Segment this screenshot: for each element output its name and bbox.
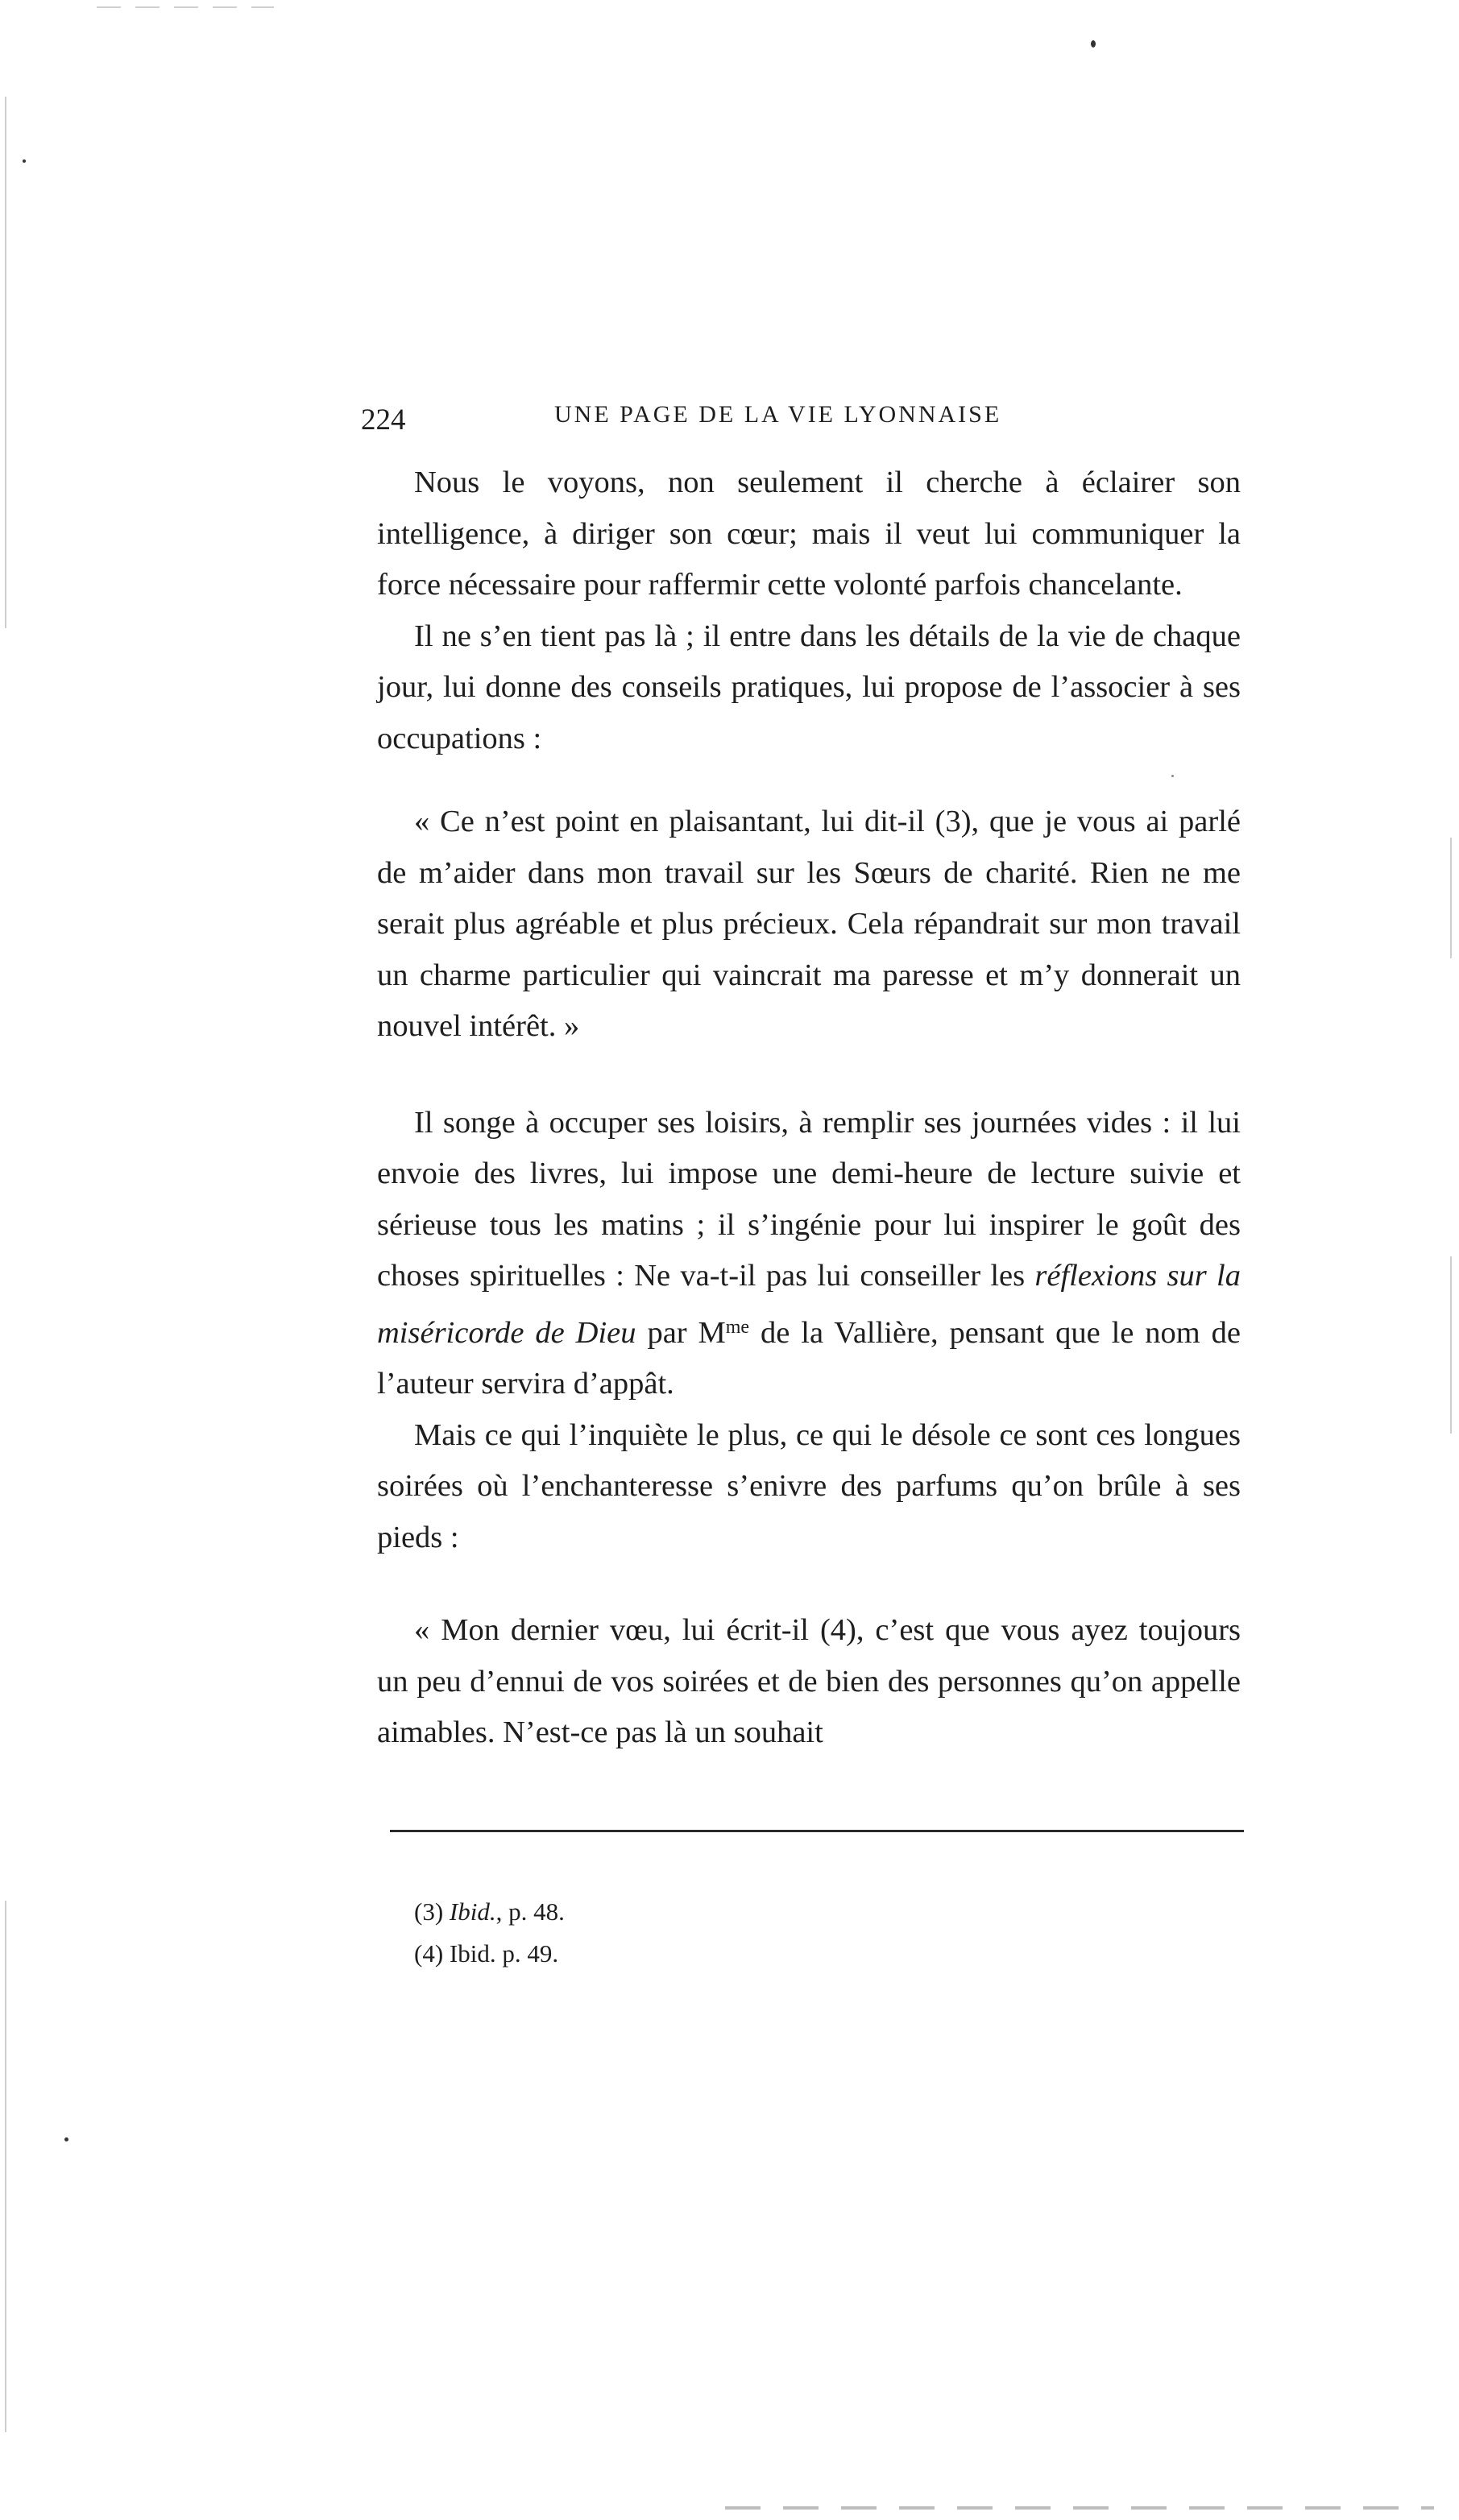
footnote-ref: Ibid. [449,1897,496,1926]
scan-left-edge [5,97,6,628]
paragraph-3-end: de la Vallière, pensant que le nom de l’auteur servira d’appât. [377,1315,1241,1401]
page-number: 224 [361,403,406,437]
paragraph-3-par: par M [647,1315,726,1350]
scan-right-edge-lower [1450,1256,1452,1434]
paragraph-3-text: Il songe à occuper ses loisirs, à remplir ses journées vides : il lui envoie des livres, lui impose une demi-heure de lecture suivie et sérieuse tous les matins ; il s’ingénie pour lui inspirer le goût des choses spirituelles : Ne va-t-il pas lui conseiller les [377,1105,1241,1293]
running-head [361,399,1239,440]
quotation-2: « Mon dernier vœu, lui écrit-il (4), c’est que vous ayez toujours un peu d’ennui de vos soirées et de bien des personnes qu’on appelle aimables. N’est-ce pas là un souhait [377,1613,1241,1749]
italic-title: réflexions sur la miséricorde de Dieu [377,1259,1241,1350]
scan-left-edge-lower [5,1901,6,2432]
scan-bottom-edge [725,2506,1434,2510]
paragraph-4: Mais ce qui l’inquiète le plus, ce qui le désole ce sont ces longues soirées où l’enchanteresse s’enivre des parfums qu’on brûle à ses pieds : [377,1417,1241,1554]
paragraph-2: Il ne s’en tient pas là ; il entre dans les détails de la vie de chaque jour, lui donne des conseils pratiques, lui propose de l’associer à ses occupations : [377,619,1241,755]
footnote-page: p. 49. [495,1939,559,1968]
quotation-1: « Ce n’est point en plaisantant, lui dit-il (3), que je vous ai parlé de m’aider dans mon travail sur les Sœurs de charité. Rien ne me serait plus agréable et plus précieux. Cela répandrait sur mon travail un charme particulier qui vaincrait ma paresse et m’y donnerait un nouvel intérêt. » [377,805,1241,1043]
superscript-me: me [725,1316,750,1338]
footnotes [414,1891,565,1975]
footnote-divider [390,1830,1244,1832]
scan-right-edge [1450,838,1452,958]
footnote-3 [414,1891,565,1933]
ink-speck [64,2137,68,2141]
ink-speck [23,159,26,163]
footnote-mark: (3) [414,1897,444,1926]
footnote-page: , p. 48. [495,1897,565,1926]
footnote-mark: (4) [414,1939,444,1968]
body-text [377,457,1241,1759]
scan-edge-mark [97,6,274,8]
paragraph-3 [377,1098,1241,1410]
footnote-ref: Ibid. [449,1939,496,1968]
running-title: UNE PAGE DE LA VIE LYONNAISE [554,401,1002,428]
ink-speck [1091,40,1096,48]
footnote-4 [414,1933,565,1975]
paragraph-1: Nous le voyons, non seulement il cherche à éclairer son intelligence, à diriger son cœur; mais il veut lui communiquer la force nécessaire pour raffermir cette volonté parfois chancelante. [377,466,1241,602]
